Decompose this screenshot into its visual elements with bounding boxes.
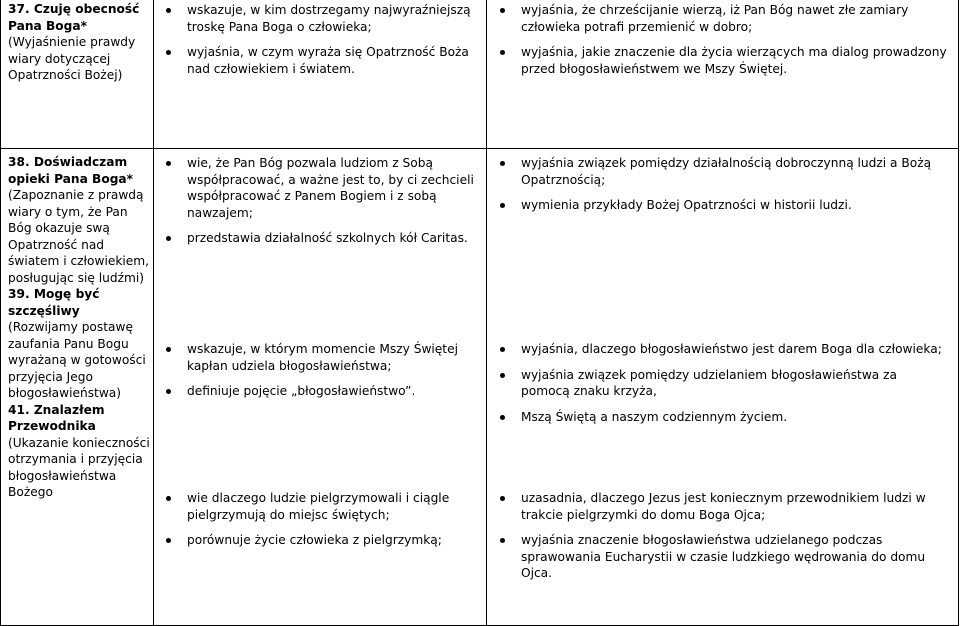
extended-requirements-group-41 xyxy=(494,490,949,582)
bullet-icon xyxy=(166,161,171,166)
row-divider xyxy=(0,148,959,149)
lesson-39 xyxy=(8,286,151,402)
bullet-icon xyxy=(166,8,171,13)
requirement-item: porównuje życie człowieka z pielgrzymką; xyxy=(160,532,482,549)
bullet-icon xyxy=(500,50,505,55)
requirement-item: wyjaśnia znaczenie błogosławieństwa udzielanego podczas sprawowania Eucharystii w czasie ludzkiego wędrowania do domu Ojca. xyxy=(494,532,949,582)
extended-requirements-group-38 xyxy=(494,155,949,214)
lesson-title: 37. Czuję obecność Pana Boga* xyxy=(8,2,140,33)
extended-requirements-group-39 xyxy=(494,341,949,425)
bullet-icon xyxy=(500,8,505,13)
requirement-item: wyjaśnia, dlaczego błogosławieństwo jest darem Boga dla człowieka; xyxy=(494,341,949,358)
basic-requirements-group-41 xyxy=(160,490,482,549)
bullet-icon xyxy=(500,496,505,501)
bullet-icon xyxy=(500,415,505,420)
requirement-item: przedstawia działalność szkolnych kół Caritas. xyxy=(160,230,482,247)
lesson-subtitle: (Wyjaśnienie prawdy wiary dotyczącej Opatrzności Bożej) xyxy=(8,35,136,82)
bullet-icon xyxy=(500,347,505,352)
bullet-icon xyxy=(166,347,171,352)
requirement-item: wyjaśnia, że chrześcijanie wierzą, iż Pan Bóg nawet złe zamiary człowieka potrafi przemienić w dobro; xyxy=(494,2,949,35)
requirement-item: wyjaśnia związek pomiędzy działalnością dobroczynną ludzi a Bożą Opatrznością; xyxy=(494,155,949,188)
requirement-item: wie dlaczego ludzie pielgrzymowali i ciągle pielgrzymują do miejsc świętych; xyxy=(160,490,482,523)
requirement-item: wymienia przykłady Bożej Opatrzności w historii ludzi. xyxy=(494,197,949,214)
lesson-cell-37 xyxy=(8,1,151,84)
lesson-subtitle: (Zapoznanie z prawdą wiary o tym, że Pan Bóg okazuje swą Opatrzność nad światem i człowiekiem, posługując się ludźmi) xyxy=(8,188,150,285)
bullet-icon xyxy=(500,373,505,378)
table-border-right xyxy=(958,0,959,626)
requirement-item: wyjaśnia związek pomiędzy udzielaniem błogosławieństwa za pomocą znaku krzyża, xyxy=(494,367,949,400)
bullet-icon xyxy=(500,161,505,166)
requirement-item: wskazuje, w którym momencie Mszy Świętej kapłan udziela błogosławieństwa; xyxy=(160,341,482,374)
requirement-item: Mszą Świętą a naszym codziennym życiem. xyxy=(494,409,949,426)
bullet-icon xyxy=(166,236,171,241)
lesson-41 xyxy=(8,402,151,501)
requirement-item: wskazuje, w kim dostrzegamy najwyraźniejszą troskę Pana Boga o człowieka; xyxy=(160,2,482,35)
extended-requirements-cell-row1 xyxy=(494,2,949,77)
table-border-left xyxy=(0,0,1,626)
lesson-title: 41. Znalazłem Przewodnika xyxy=(8,402,105,433)
requirement-item: uzasadnia, dlaczego Jezus jest koniecznym przewodnikiem ludzi w trakcie pielgrzymki do domu Boga Ojca; xyxy=(494,490,949,523)
requirement-item: wyjaśnia, jakie znaczenie dla życia wierzących ma dialog prowadzony przed błogosławieństwem we Mszy Świętej. xyxy=(494,44,949,77)
lesson-cell-38-39-41 xyxy=(8,154,151,501)
column-divider-1 xyxy=(153,0,154,626)
bullet-icon xyxy=(166,538,171,543)
basic-requirements-group-39 xyxy=(160,341,482,400)
requirement-item: definiuje pojęcie „błogosławieństwo”. xyxy=(160,383,482,400)
lesson-38 xyxy=(8,154,151,286)
bullet-icon xyxy=(500,203,505,208)
lesson-title: 39. Mogę być szczęśliwy xyxy=(8,287,100,318)
basic-requirements-group-38 xyxy=(160,155,482,247)
lesson-subtitle: (Ukazanie konieczności otrzymania i przyjęcia błogosławieństwa Bożego xyxy=(8,435,150,499)
bullet-icon xyxy=(500,538,505,543)
requirement-item: wyjaśnia, w czym wyraża się Opatrzność Boża nad człowiekiem i światem. xyxy=(160,44,482,77)
lesson-subtitle: (Rozwijamy postawę zaufania Panu Bogu wyrażaną w gotowości przyjęcia Jego błogosławieństwa) xyxy=(8,320,146,400)
lesson-title: 38. Doświadczam opieki Pana Boga* xyxy=(8,155,134,186)
requirement-item: wie, że Pan Bóg pozwala ludziom z Sobą współpracować, a ważne jest to, by ci zechcieli współpracować z Panem Bogiem i z sobą nawzajem; xyxy=(160,155,482,221)
bullet-icon xyxy=(166,50,171,55)
bullet-icon xyxy=(166,496,171,501)
column-divider-2 xyxy=(486,0,487,626)
bullet-icon xyxy=(166,389,171,394)
basic-requirements-cell-row1 xyxy=(160,2,482,77)
